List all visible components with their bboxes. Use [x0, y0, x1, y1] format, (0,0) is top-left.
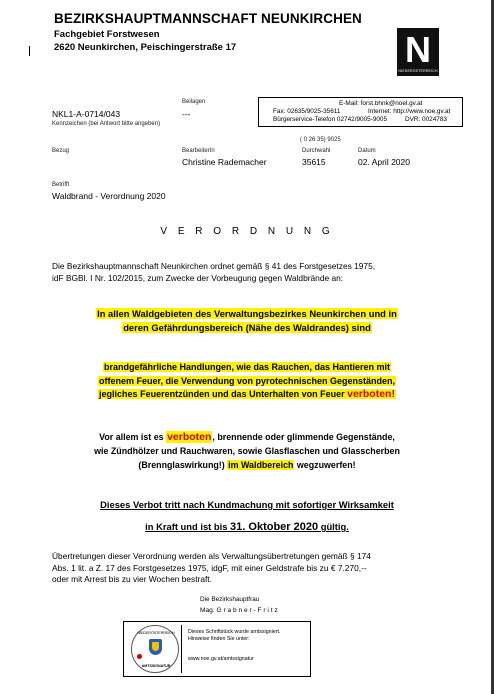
- bearbeiter-value: Christine Rademacher: [182, 157, 267, 167]
- seal-line-2: Hinweise finden Sie unter:: [188, 636, 250, 642]
- logo-letter: N: [405, 29, 431, 70]
- intro-line-1: Die Bezirkshauptmannschaft Neunkirchen ordnet gemäß § 41 des Forstgesetzes 1975,: [52, 261, 376, 271]
- prohibited-actions-statement: [0, 361, 494, 402]
- department-name: Fachgebiet Forstwesen: [54, 29, 160, 40]
- signer-role: Die Bezirkshauptfrau: [200, 596, 260, 603]
- authority-address: 2620 Neunkirchen, Peischingerstraße 17: [54, 42, 237, 53]
- validity-line-2a: in Kraft und ist bis: [145, 521, 228, 532]
- forest-area-statement: [0, 307, 494, 335]
- block3-line-3a: (Brennglaswirkung!): [138, 460, 225, 470]
- block2-verboten: verboten!: [347, 388, 395, 400]
- bezug-label: Bezug: [52, 148, 70, 154]
- validity-statement: [0, 494, 494, 538]
- datum-label: Datum: [358, 148, 376, 154]
- contact-internet: Internet: http://www.noe.gv.at: [368, 108, 451, 115]
- durchwahl-label: Durchwahl: [302, 148, 331, 154]
- document-title: V E R O R D N U N G: [160, 226, 334, 237]
- contact-dvr: DVR: 0024783: [405, 116, 447, 123]
- contact-email: E-Mail: forst.bhnk@noel.gv.at: [339, 100, 423, 107]
- block2-line-2: offenem Feuer, die Verwendung von pyrotechnischen Gegenständen,: [98, 375, 396, 386]
- validity-date: 31. Oktober 2020: [230, 521, 319, 533]
- seal-top-text: NIEDERÖSTERREICH: [137, 631, 175, 635]
- kennzeichen-label: Kennzeichen (bei Antwort bitte angeben): [52, 121, 161, 127]
- seal-url[interactable]: www.noe.gv.at/amtssignatur: [188, 656, 254, 662]
- signer-name: Mag. G r a b n e r - F r i t z: [200, 607, 278, 614]
- block1-line-1: In allen Waldgebieten des Verwaltungsbezirkes Neunkirchen und in: [97, 308, 397, 319]
- contact-service-phone: Bürgerservice-Telefon 02742/9005-9005: [273, 116, 388, 123]
- penalty-paragraph: [52, 551, 462, 586]
- logo-caption: NIEDERÖSTERREICH: [398, 69, 438, 73]
- intro-line-2: idF BGBl. I Nr. 102/2015, zum Zwecke der Vorbeugung gegen Waldbrände an:: [52, 273, 344, 283]
- block3-line-3c: wegzuwerfen!: [296, 460, 356, 470]
- throwing-prohibition-statement: [0, 430, 494, 472]
- penalty-line-3: oder mit Arrest bis zu vier Wochen bestraft.: [52, 574, 212, 584]
- seal-line-1: Dieses Schriftstück wurde amtssigniert.: [188, 629, 281, 635]
- coat-of-arms-inner: [152, 642, 159, 651]
- block3-line-1c: , brennende oder glimmende Gegenstände,: [212, 432, 395, 442]
- contact-box: [258, 97, 463, 127]
- official-signature-box: [123, 621, 311, 677]
- block3-waldbereich: im Waldbereich: [228, 460, 294, 470]
- beilagen-label: Beilagen: [182, 99, 206, 105]
- block3-verboten: verboten: [167, 431, 212, 443]
- penalty-line-2: Abs. 1 lit. a Z. 17 des Forstgesetzes 1975, idgF, mit einer Geldstrafe bis zu € 7.270,--: [52, 562, 367, 573]
- reference-number: NKL1-A-0714/043: [52, 109, 121, 119]
- block2-line-1: brandgefährliche Handlungen, wie das Rauchen, das Hantieren mit: [103, 362, 391, 372]
- bearbeiter-label: BearbeiterIn: [182, 148, 215, 154]
- intro-paragraph: [52, 260, 462, 284]
- block2-line-3: jegliches Feuerentzünden und das Unterhalten von Feuer: [99, 389, 345, 399]
- beilagen-value: ---: [182, 109, 191, 119]
- validity-line-1: Dieses Verbot tritt nach Kundmachung mit sofortiger Wirksamkeit: [100, 499, 394, 510]
- phone-line: ( 0 26 35) 9025: [300, 137, 341, 143]
- seal-divider: [181, 625, 182, 673]
- durchwahl-value: 35615: [302, 157, 326, 167]
- seal-red-dot-icon: [137, 654, 142, 659]
- text-cursor: [29, 46, 30, 56]
- authority-title: BEZIRKSHAUPTMANNSCHAFT NEUNKIRCHEN: [54, 11, 362, 26]
- block3-line-1a: Vor allem ist es: [99, 432, 164, 442]
- datum-value: 02. April 2020: [358, 157, 410, 167]
- official-seal: [131, 625, 179, 673]
- noe-logo: [397, 28, 439, 76]
- seal-bottom-text: AMTSSIGNATUR: [141, 664, 171, 668]
- betrifft-value: Waldbrand - Verordnung 2020: [52, 191, 166, 201]
- validity-line-2c: gültig.: [320, 521, 349, 532]
- block3-line-2: wie Zündhölzer und Rauchwaren, sowie Glasflaschen und Glasscherben: [94, 446, 400, 456]
- penalty-line-1: Übertretungen dieser Verordnung werden als Verwaltungsübertretungen gemäß § 174: [52, 551, 371, 561]
- contact-fax: Fax: 02635/9025-35611: [273, 108, 341, 115]
- betrifft-label: Betrifft: [52, 182, 70, 188]
- block1-line-2: deren Gefährdungsbereich (Nähe des Waldrandes) sind: [123, 322, 371, 333]
